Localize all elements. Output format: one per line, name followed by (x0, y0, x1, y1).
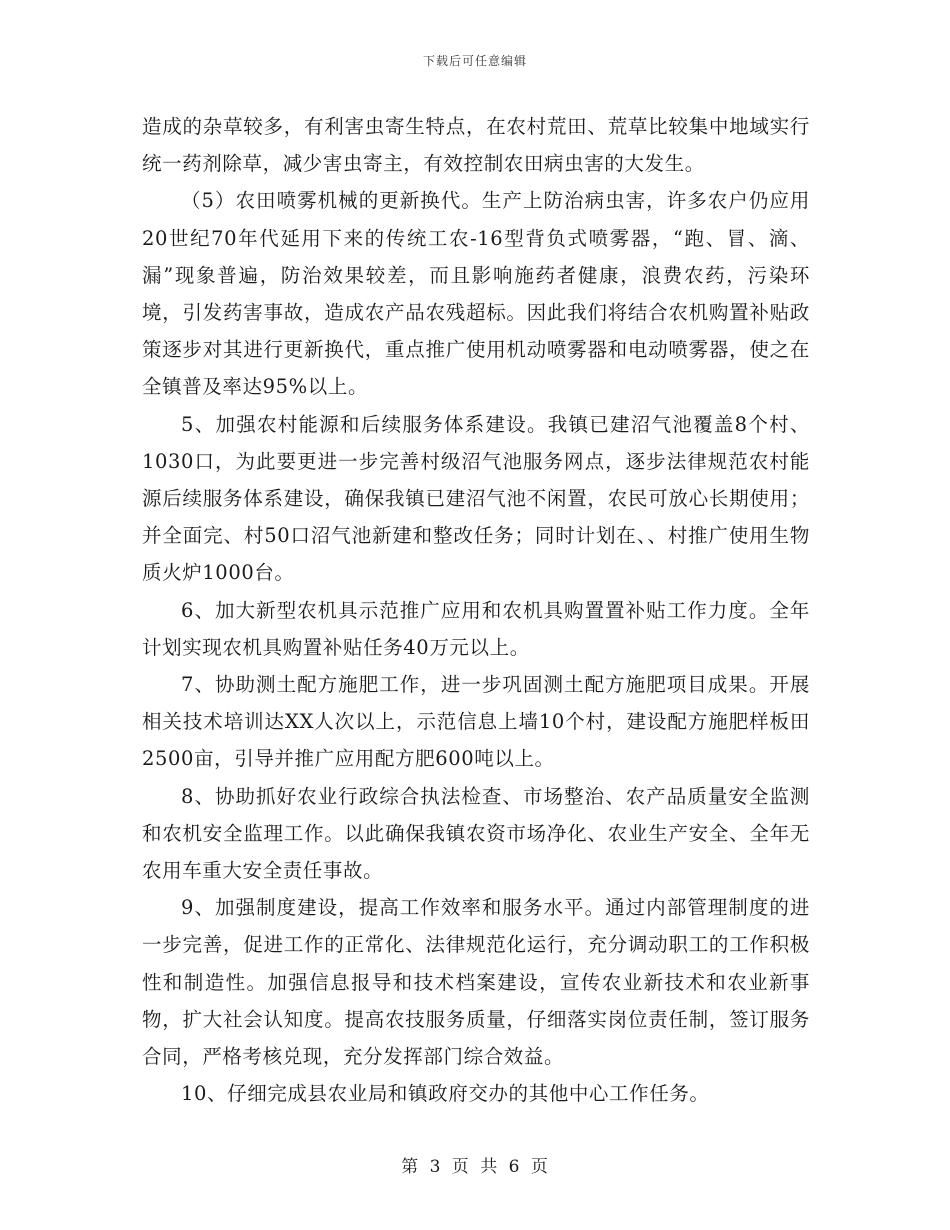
paragraph-item-7: 7、协助测土配方施肥工作，进一步巩固测土配方施肥项目成果。开展相关技术培训达XX人次以上，示范信息上墙10个村，建设配方施肥样板田2500亩，引导并推广应用配方肥600吨以上。 (142, 673, 810, 771)
page-header: 下载后可任意编辑 (422, 54, 527, 68)
page-number: 第 3 页 共 6 页 (401, 1157, 549, 1177)
paragraph-sprayer-update: （5）农田喷雾机械的更新换代。生产上防治病虫害，许多农户仍应用20世纪70年代延用下来的传统工农-16型背负式喷雾器，“跑、冒、滴、漏”现象普遍，防治效果较差，而且影响施药者健康，浪费农药，污染环境，引发药害事故，造成农产品农残超标。因此我们将结合农机购置补贴政策逐步对其进行更新换代，重点推广使用机动喷雾器和电动喷雾器，使之在全镇普及率达95%以上。 (142, 189, 810, 399)
paragraph-item-5: 5、加强农村能源和后续服务体系建设。我镇已建沼气池覆盖8个村、1030口，为此要更进一步完善村级沼气池服务网点，逐步法律规范农村能源后续服务体系建设，确保我镇已建沼气池不闲置，农民可放心长期使用；并全面完、村50口沼气池新建和整改任务；同时计划在、、村推广使用生物质火炉1000台。 (142, 412, 810, 585)
document-body (142, 108, 810, 1112)
paragraph-continuation: 造成的杂草较多，有利害虫寄生特点，在农村荒田、荒草比较集中地域实行统一药剂除草，减少害虫寄主，有效控制农田病虫害的大发生。 (142, 115, 810, 176)
paragraph-item-9: 9、加强制度建设，提高工作效率和服务水平。通过内部管理制度的进一步完善，促进工作的正常化、法律规范化运行，充分调动职工的工作积极性和制造性。加强信息报导和技术档案建设，宣传农业新技术和农业新事物，扩大社会认知度。提高农技服务质量，仔细落实岗位责任制，签订服务合同，严格考核兑现，充分发挥部门综合效益。 (142, 896, 810, 1069)
paragraph-item-6: 6、加大新型农机具示范推广应用和农机具购置置补贴工作力度。全年计划实现农机具购置补贴任务40万元以上。 (142, 598, 810, 659)
paragraph-item-8: 8、协助抓好农业行政综合执法检查、市场整治、农产品质量安全监测和农机安全监理工作。以此确保我镇农资市场净化、农业生产安全、全年无农用车重大安全责任事故。 (142, 784, 810, 883)
paragraph-item-10: 10、仔细完成县农业局和镇政府交办的其他中心工作任务。 (181, 1082, 710, 1106)
